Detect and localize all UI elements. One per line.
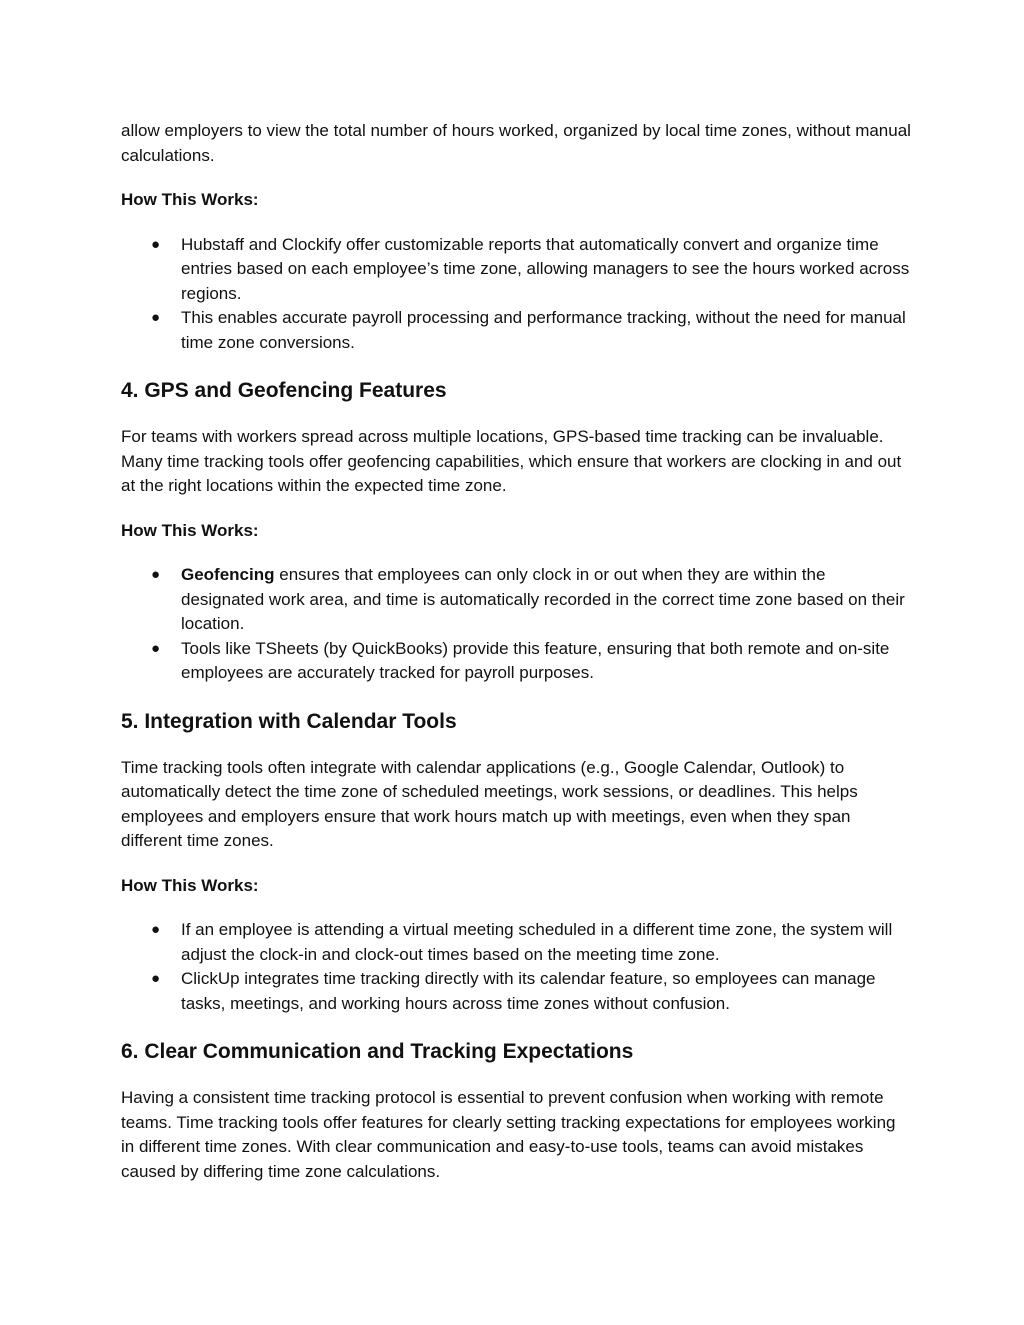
bullet-list: [121, 233, 911, 356]
section-heading-gps: 4. GPS and Geofencing Features: [121, 379, 447, 402]
bullet-icon: ●: [151, 566, 161, 583]
intro-paragraph: allow employers to view the total number of hours worked, organized by local time zones, without manual calculations.: [121, 121, 911, 165]
list-item-text: If an employee is attending a virtual meeting scheduled in a different time zone, the system will adjust the clock-in and clock-out times based on the meeting time zone.: [181, 920, 893, 964]
list-item: [121, 967, 911, 1016]
list-item-text: ClickUp integrates time tracking directly with its calendar feature, so employees can manage tasks, meetings, and working hours across time zones without confusion.: [181, 969, 876, 1013]
how-this-works-label: How This Works:: [121, 520, 259, 540]
list-item: [121, 233, 911, 307]
how-this-works-label: How This Works:: [121, 190, 259, 209]
bullet-icon: ●: [151, 639, 161, 657]
bullet-list: [121, 918, 911, 1016]
gps-paragraph: For teams with workers spread across multiple locations, GPS-based time tracking can be invaluable. Many time tracking tools offer geofencing capabilities, which ensure that workers are clocking in and out at the right locations within the expected time zone.: [121, 427, 902, 495]
bullet-icon: ●: [151, 309, 161, 326]
bullet-icon: ●: [151, 235, 161, 253]
list-item-text: ensures that employees can only clock in or out when they are within the designated work area, and time is automatically recorded in the correct time zone based on their location.: [181, 565, 905, 633]
list-item-text: Tools like TSheets (by QuickBooks) provide this feature, ensuring that both remote and on-site employees are accurately tracked for payroll purposes.: [181, 638, 890, 682]
section-heading-communication: 6. Clear Communication and Tracking Expectations: [121, 1040, 634, 1063]
list-item: [121, 306, 911, 355]
geofencing-term: Geofencing: [181, 565, 275, 584]
document-page: [121, 119, 911, 1204]
calendar-paragraph: Time tracking tools often integrate with calendar applications (e.g., Google Calendar, Outlook) to automatically detect the time zone of scheduled meetings, work sessions, or deadlines. This helps employees and employers ensure that work hours match up with meetings, even when they span different time zones.: [121, 757, 858, 850]
list-item-text: This enables accurate payroll processing and performance tracking, without the need for manual time zone conversions.: [181, 308, 906, 352]
list-item: [121, 637, 911, 686]
list-item-text: Hubstaff and Clockify offer customizable reports that automatically convert and organize time entries based on each employee’s time zone, allowing managers to see the hours worked across regions.: [181, 234, 910, 303]
communication-paragraph: Having a consistent time tracking protocol is essential to prevent confusion when working with remote teams. Time tracking tools offer features for clearly setting tracking expectations for employees working in different time zones. With clear communication and easy-to-use tools, teams can avoid mistakes caused by differing time zone calculations.: [121, 1088, 896, 1181]
list-item: [121, 563, 911, 637]
bullet-icon: ●: [151, 970, 161, 987]
list-item: [121, 918, 911, 967]
section-heading-calendar: 5. Integration with Calendar Tools: [121, 709, 457, 733]
bullet-list: [121, 563, 911, 686]
bullet-icon: ●: [151, 921, 161, 938]
how-this-works-label: How This Works:: [121, 875, 259, 895]
